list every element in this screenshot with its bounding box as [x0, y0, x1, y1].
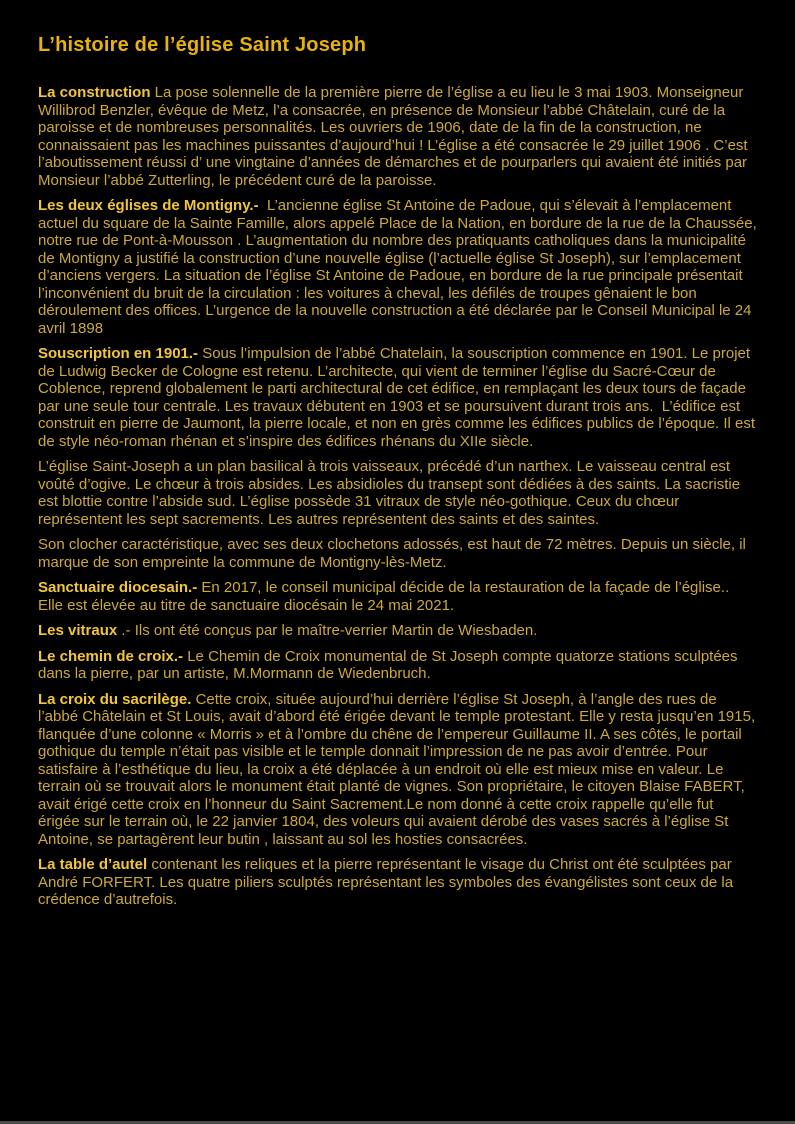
paragraph	[38, 648, 758, 683]
paragraph	[38, 197, 761, 337]
paragraph	[38, 856, 758, 909]
paragraph-text: contenant les reliques et la pierre représentant le visage du Christ ont été sculptées par André FORFERT. Les quatre piliers sculptés représentant les symboles des évangélistes sont ceux de la crédence d’autrefois.	[38, 856, 738, 908]
paragraph-lead: La construction	[38, 84, 151, 101]
paragraph	[38, 622, 758, 640]
paragraph-text: L’ancienne église St Antoine de Padoue, qui s’élevait à l’emplacement actuel du square de la Sainte Famille, alors appelé Place de la Nation, en bordure de la rue de la Chaussée, notre rue de Pont-à-Mousson . L’augmentation du nombre des pratiquants catholiques dans la municipalité de Montigny a justifié la construction d’une nouvelle église (l’actuelle église St Joseph), sur l’emplacement d’anciens vergers. La situation de l’église St Antoine de Padoue, en bordure de la rue principale présentait l’inconvénient du bruit de la circulation : les voitures à cheval, les défilés de troupes gênaient le bon déroulement des offices. L’urgence de la nouvelle construction a été déclarée par le Conseil Municipal le 24 avril 1898	[38, 197, 761, 337]
page-title: L’histoire de l’église Saint Joseph	[38, 34, 367, 56]
paragraph-text: L’église Saint-Joseph a un plan basilical à trois vaisseaux, précédé d’un narthex. Le vaisseau central est voûté d’ogive. Le chœur à trois absides. Les absidioles du transept sont dédiées à des saints. La sacristie est blottie contre l’abside sud. L’église possède 31 vitraux de style néo-gothique. Ceux du chœur représentent les sept sacrements. Les autres représentent des saints et des saintes.	[38, 458, 745, 528]
paragraph-text: Le Chemin de Croix monumental de St Joseph compte quatorze stations sculptées dans la pierre, par un artiste, M.Mormann de Wiedenbruch.	[38, 647, 742, 682]
paragraph-text: .- Ils ont été conçus par le maître-verrier Martin de Wiesbaden.	[117, 622, 538, 639]
paragraph	[38, 84, 758, 189]
paragraph-text: Son clocher caractéristique, avec ses deux clochetons adossés, est haut de 72 mètres. Depuis un siècle, il marque de son empreinte la commune de Montigny-lès-Metz.	[38, 536, 751, 571]
article-body	[38, 84, 761, 909]
paragraph	[38, 345, 758, 450]
paragraph-lead: Sanctuaire diocesain.-	[38, 579, 198, 596]
paragraph-lead: Souscription en 1901.-	[38, 345, 199, 362]
paragraph-lead: Les vitraux	[38, 622, 118, 639]
paragraph	[38, 458, 758, 528]
paragraph	[38, 579, 758, 614]
paragraph-text: Cette croix, située aujourd’hui derrière l’église St Joseph, à l’angle des rues de l’abbé Châtelain et St Louis, avait d’abord été érigée devant le temple protestant. Elle y resta jusqu’en 1915, flanquée d’une colonne « Morris » et à l’ombre du chêne de l’empereur Guillaume II. A ses côtés, le portail gothique du temple n’était pas visible et le temple donnait l’impression de ne pas avoir d’entrée. Pour satisfaire à l’esthétique du lieu, la croix a été déplacée à un endroit où elle est mieux mise en valeur. Le terrain où se trouvait alors le monument était planté de vignes. Son propriétaire, le citoyen Blaise FABERT, avait érigé cette croix en l’honneur du Saint Sacrement.Le nom donné à cette croix rappelle qu’elle fut érigée sur le terrain où, le 22 janvier 1804, des voleurs qui avaient dérobé des vases sacrés à l’église St Antoine, se partagèrent leur butin , laissant au sol les hosties consacrées.	[38, 690, 760, 848]
paragraph-text: En 2017, le conseil municipal décide de la restauration de la façade de l’église.. Elle est élevée au titre de sanctuaire diocésain le 24 mai 2021.	[38, 579, 734, 614]
paragraph-lead: La table d’autel	[38, 856, 148, 873]
paragraph-lead: La croix du sacrilège.	[38, 690, 192, 708]
paragraph-lead: Les deux églises de Montigny.-	[38, 197, 259, 214]
paragraph	[38, 536, 758, 571]
paragraph	[38, 691, 758, 849]
paragraph-text: Sous l’impulsion de l’abbé Chatelain, la souscription commence en 1901. Le projet de Ludwig Becker de Cologne est retenu. L’architecte, qui vient de terminer l’église du Sacré-Cœur de Coblence, reprend globalement le parti architectural de cet édifice, en remplaçant les deux tours de façade par une seule tour centrale. Les travaux débutent en 1903 et se poursuivent durant trois ans. L’édifice est construit en pierre de Jaumont, la pierre locale, et non en grès comme les édifices publics de l’époque. Il est de style néo-roman rhénan et s’inspire des édifices rhénans du XIIe siècle.	[38, 345, 760, 450]
paragraph-lead: Le chemin de croix.-	[38, 647, 184, 665]
paragraph-text: La pose solennelle de la première pierre de l’église a eu lieu le 3 mai 1903. Monseigneur Willibrod Benzler, évêque de Metz, l’a consacrée, en présence de Monsieur l’abbé Châtelain, curé de la paroisse et de nombreuses personnalités. Les ouvriers de 1906, date de la fin de la construction, ne connaissaient pas les machines puissantes d’aujourd’hui ! L’église a été consacrée le 29 juillet 1906 . C’est l’aboutissement réussi d’ une vingtaine d’années de démarches et de pourparlers qui avaient été initiés par Monsieur l’abbé Zutterling, le précédent curé de la paroisse.	[38, 84, 752, 189]
